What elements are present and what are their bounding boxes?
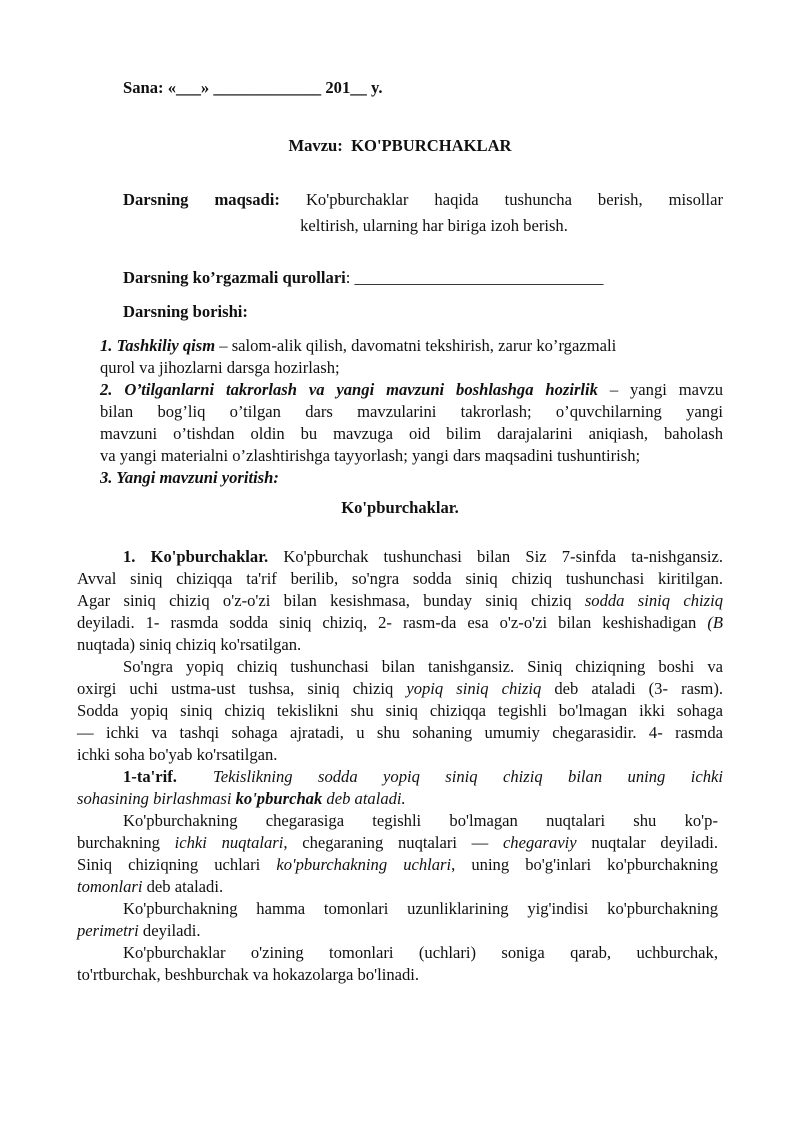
step-1-line-1: 1. Tashkiliy qism – salom-alik qilish, davomatni tekshirish, zarur ko’rgazmali <box>100 336 617 355</box>
step-2-line-2: bilan bog’liq o’tilgan dars mavzularini takrorlash; o’quvchilarning yangi <box>100 402 723 421</box>
step-3-line <box>100 467 279 489</box>
step-3-title: 3. Yangi mavzuni yoritish: <box>100 468 279 487</box>
para2-line-2: oxirgi uchi ustma-ust tushsa, siniq chiziq yopiq siniq chiziq deb ataladi (3- rasm). <box>77 679 723 698</box>
goal-line-1: Darsning maqsadi: Ko'pburchaklar haqida tushuncha berish, misollar <box>123 190 723 209</box>
para1-line-3: Agar siniq chiziq o'z-o'zi bilan kesishmasa, bunday siniq chiziq sodda siniq chiziq <box>77 591 723 610</box>
section-title: Ko'pburchaklar. <box>341 498 459 517</box>
step-2-line-4: va yangi materialni o’zlashtirishga tayyorlash; yangi dars maqsadini tushuntirish; <box>100 446 641 465</box>
goal-line-2: keltirish, ularning har biriga izoh berish. <box>300 216 568 235</box>
para1-line-5: nuqtada) siniq chiziq ko'rsatilgan. <box>77 635 302 654</box>
para2-line-1: So'ngra yopiq chiziq tushunchasi bilan tanishgansiz. Siniq chiziqning boshi va <box>123 657 723 676</box>
para3-line-2: burchakning ichki nuqtalari, chegaraning nuqtalari — chegaraviy nuqtalar deyiladi. <box>77 833 719 852</box>
para4-line-2: perimetri deyiladi. <box>77 921 201 940</box>
definition-line-1: Tekislikning sodda yopiq siniq chiziq bilan uning ichki <box>213 767 723 786</box>
step-1-title: 1. Tashkiliy qism <box>100 336 216 355</box>
para3-line-3: Siniq chiziqning uchlari ko'pburchakning uchlari, uning bo'g'inlari ko'pburchakning <box>77 855 718 874</box>
para3-line-1: Ko'pburchakning chegarasiga tegishli bo'lmagan nuqtalari shu ko'p- <box>123 811 718 830</box>
para5-line-1: Ko'pburchaklar o'zining tomonlari (uchlari) soniga qarab, uchburchak, <box>123 943 718 962</box>
step-2-title: 2. O’tilganlarni takrorlash va yangi mavzuni boshlashga hozirlik <box>100 380 598 399</box>
para2-line-3: Sodda yopiq siniq chiziq tekislikni shu siniq chiziqqa tegishli bo'lmagan ikki sohaga <box>77 701 723 720</box>
topic-title: KO'PBURCHAKLAR <box>351 136 512 155</box>
date-line: Sana: «___» _____________ 201__ y. <box>123 78 383 97</box>
para4-line-1: Ko'pburchakning hamma tomonlari uzunliklarining yig'indisi ko'pburchakning <box>123 899 718 918</box>
definition-line-2: sohasining birlashmasi ko'pburchak deb ataladi. <box>77 789 406 808</box>
para1-line-2: Avval siniq chiziqqa ta'rif berilib, so'ngra sodda siniq chiziq tushunchasi kiritilgan. <box>77 569 723 588</box>
tools-label: Darsning ko’rgazmali qurollari <box>123 268 346 287</box>
step-2-line-3: mavzuni o’tishdan oldin bu mavzuga oid bilim darajalarini aniqiash, baholash <box>100 424 723 443</box>
term-sodda-siniq-chiziq: sodda siniq chiziq <box>584 591 723 610</box>
term-kopburchak: ko'pburchak <box>235 789 323 808</box>
topic-label: Mavzu: <box>288 136 343 155</box>
page-title <box>0 135 800 157</box>
para1-heading: 1. Ko'pburchaklar. <box>123 547 269 566</box>
para3-line-4: tomonlari deb ataladi. <box>77 877 224 896</box>
term-yopiq-siniq-chiziq: yopiq siniq chiziq <box>406 679 542 698</box>
para5-line-2: to'rtburchak, beshburchak va hokazolarga bo'linadi. <box>77 965 420 984</box>
tools-line: Darsning ko’rgazmali qurollari: ______________________________ <box>123 268 604 287</box>
para2-line-4: — ichki va tashqi sohaga ajratadi, u shu sohaning umumiy chegarasidir. 4- rasmda <box>77 723 723 742</box>
progress-heading: Darsning borishi: <box>123 302 248 321</box>
goal-label: Darsning maqsadi: <box>123 190 280 209</box>
step-1-line-2: qurol va jihozlarni darsga hozirlash; <box>100 358 340 377</box>
para2-line-5: ichki soha bo'yab ko'rsatilgan. <box>77 745 278 764</box>
definition-label: 1-ta'rif. <box>123 767 177 786</box>
term-perimetri: perimetri <box>77 921 139 940</box>
step-2-line-1: 2. O’tilganlarni takrorlash va yangi mavzuni boshlashga hozirlik – yangi mavzu <box>100 380 723 399</box>
para1-line-4: deyiladi. 1- rasmda sodda siniq chiziq, 2- rasm-da esa o'z-o'zi bilan keshishadigan (B <box>77 613 723 632</box>
para1-line-1: 1. Ko'pburchaklar. Ko'pburchak tushunchasi bilan Siz 7-sinfda ta-nishgansiz. <box>123 547 723 566</box>
